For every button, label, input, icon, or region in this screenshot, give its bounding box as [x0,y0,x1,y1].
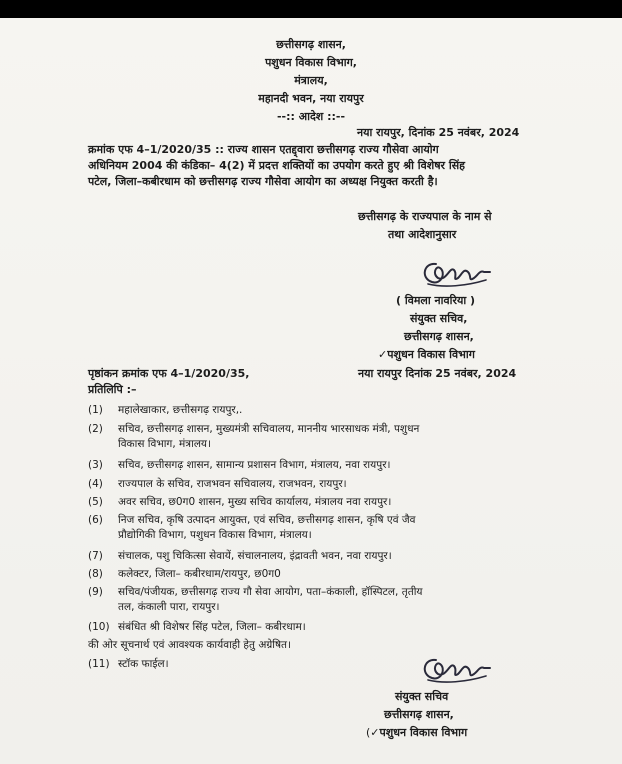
list-item [88,567,548,582]
list-item-number: (11) [88,658,110,670]
list-item [88,585,548,615]
list-item-text: सचिव, छत्तीसगढ़ शासन, सामान्य प्रशासन विभाग, मंत्रालय, नवा रायपुर। [118,459,391,471]
signatory1-govt: छत्तीसगढ़ शासन, [404,330,474,343]
signatory2-dept: (✓पशुधन विकास विभाग [366,726,468,739]
list-item [88,513,548,543]
list-item-text: कलेक्टर, जिला– कबीरधाम/रायपुर, छ0ग0 [118,568,281,580]
list-item-number: (6) [88,514,103,526]
order-title: --:: आदेश ::-- [276,110,346,123]
header-govt: छत्तीसगढ़ शासन, [276,38,346,51]
list-item-number: (7) [88,550,103,562]
list-item-text: महालेखाकार, छत्तीसगढ़ रायपुर,. [118,404,243,416]
list-item-text: संबंधित श्री विशेषर सिंह पटेल, जिला– कबीरधाम। [118,621,306,633]
header-address: महानदी भवन, नया रायपुर [258,92,364,105]
list-item-number: (2) [88,423,103,435]
list-item [88,403,548,418]
list-item-text: प्रौद्योगिकी विभाग, पशुधन विकास विभाग, मंत्रालय। [118,529,312,541]
list-item-text: सचिव/पंजीयक, छत्तीसगढ़ राज्य गौ सेवा आयोग, पता–कंकाली, हॉस्पिटल, तृतीय [118,586,423,598]
signatory1-designation: संयुक्त सचिव, [410,312,468,325]
list-item [88,458,548,473]
signatory2-govt: छत्तीसगढ़ शासन, [384,708,454,721]
order-paragraph [88,142,548,190]
list-item [88,657,288,672]
list-item-number: (5) [88,496,103,508]
list-item-text: विकास विभाग, मंत्रालय। [118,438,212,450]
list-item-text: तल, कंकाली पारा, रायपुर। [118,601,220,613]
list-item-text: अवर सचिव, छ0ग0 शासन, मुख्य सचिव कार्यालय, मंत्रालय नवा रायपुर। [118,496,392,508]
signature-2 [414,648,494,688]
list-item-number: (3) [88,459,103,471]
signatory1-name: ( विमला नावरिया ) [396,294,476,307]
order-line-2: अधिनियम 2004 की कंडिका– 4(2) में प्रदत्त शक्तियों का उपयोग करते हुए श्री विशेषर सिंह [88,159,465,172]
list-item-number: (4) [88,478,103,490]
list-item [88,620,548,635]
copy-label: प्रतिलिपि :– [88,383,137,396]
list-item [88,549,548,564]
signatory2-designation: संयुक्त सचिव [395,690,449,703]
header-ministry: मंत्रालय, [294,74,328,87]
list-item [88,495,548,510]
order-date: नया रायपुर, दिनांक 25 नवंबर, 2024 [357,126,520,139]
forward-note: की ओर सूचनार्थ एवं आवश्यक कार्यवाही हेतु अग्रेषित। [88,639,292,651]
list-item [88,477,548,492]
signature-1 [414,252,494,292]
list-item-text: संचालक, पशु चिकित्सा सेवायें, संचालनालय, इंद्रावती भवन, नवा रायपुर। [118,550,392,562]
order-line-1: क्रमांक एफ 4–1/2020/35 :: राज्य शासन एतद्द्वारा छत्तीसगढ़ राज्य गौसेवा आयोग [88,143,439,156]
list-item-number: (8) [88,568,103,580]
list-item-text: स्टॉक फाईल। [118,658,169,670]
list-item-number: (10) [88,621,110,633]
governor-line-2: तथा आदेशानुसार [388,228,457,241]
list-item-number: (1) [88,404,103,416]
document-page [0,18,622,764]
list-item-text: सचिव, छत्तीसगढ़ शासन, मुख्यमंत्री सचिवालय, माननीय भारसाधक मंत्री, पशुधन [118,423,420,435]
header-dept: पशुधन विकास विभाग, [265,56,357,69]
endorsement-date: नया रायपुर दिनांक 25 नवंबर, 2024 [358,367,517,380]
top-black-bar [0,0,622,18]
endorsement-number: पृष्ठांकन क्रमांक एफ 4–1/2020/35, [88,367,250,380]
governor-line-1: छत्तीसगढ़ के राज्यपाल के नाम से [358,210,492,223]
list-item-text: निज सचिव, कृषि उत्पादन आयुक्त, एवं सचिव, छत्तीसगढ़ शासन, कृषि एवं जैव [118,514,416,526]
list-item [88,422,548,452]
list-item-text: राज्यपाल के सचिव, राजभवन सचिवालय, राजभवन, रायपुर। [118,478,347,490]
signatory1-dept: ✓पशुधन विकास विभाग [378,348,475,361]
order-line-3: पटेल, जिला–कबीरधाम को छत्तीसगढ़ राज्य गौसेवा आयोग का अध्यक्ष नियुक्त करती है। [88,175,438,188]
list-item-number: (9) [88,586,103,598]
